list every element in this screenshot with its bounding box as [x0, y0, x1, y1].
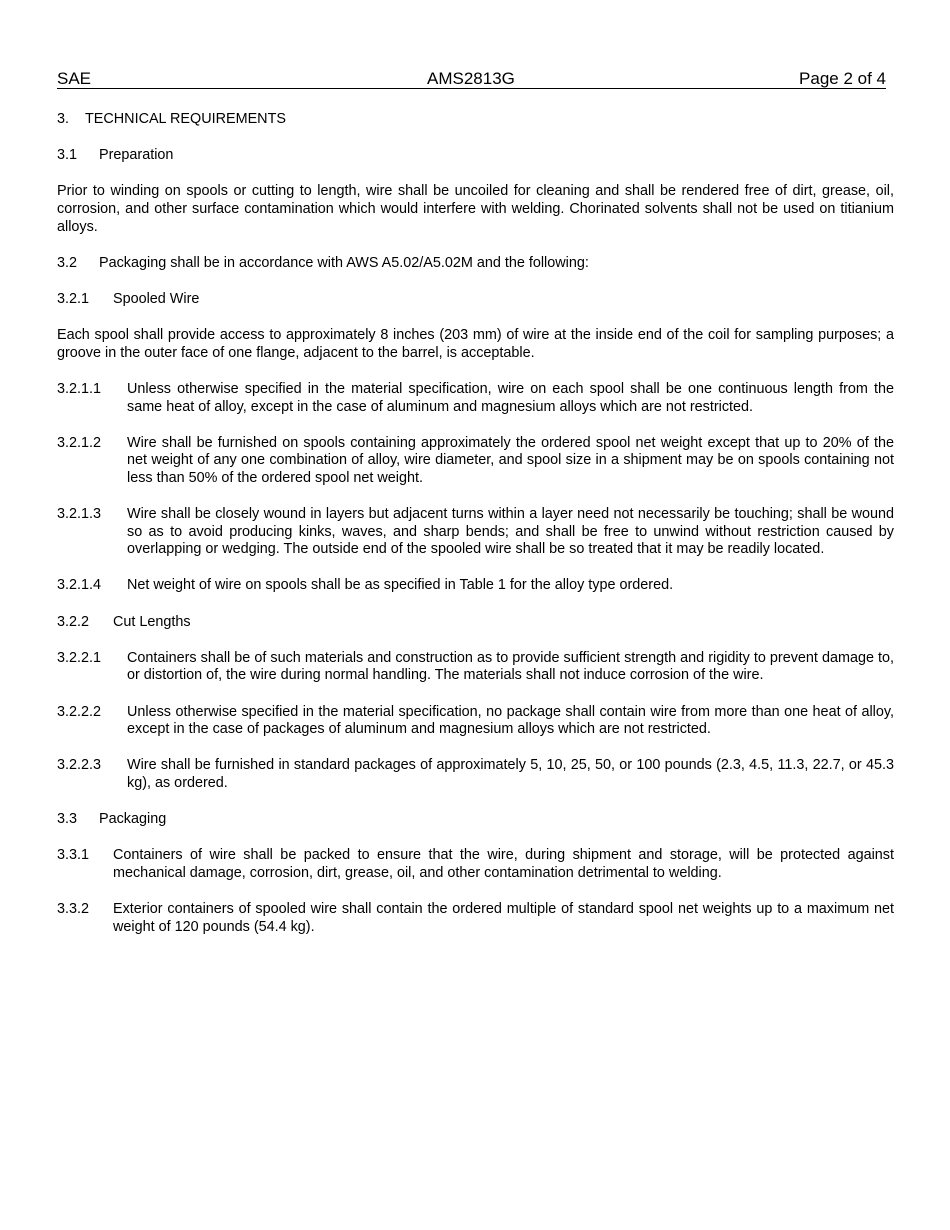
section-title: Preparation	[99, 147, 174, 164]
section-title: TECHNICAL REQUIREMENTS	[85, 111, 286, 127]
section-number: 3.	[57, 111, 70, 127]
section-number: 3.2.2.3	[57, 757, 102, 774]
section-3-2-heading	[57, 255, 894, 273]
document-body	[57, 111, 894, 955]
section-number: 3.2	[57, 254, 78, 271]
section-3-2-1-3	[57, 506, 894, 559]
section-3-2-1-4	[57, 577, 894, 595]
section-number: 3.2.1.2	[57, 434, 102, 451]
section-3-heading	[57, 111, 894, 129]
section-text: Net weight of wire on spools shall be as specified in Table 1 for the alloy type ordered.	[127, 577, 674, 594]
section-number: 3.3.2	[57, 901, 90, 918]
header-publisher: SAE	[57, 69, 92, 88]
section-number: 3.1	[57, 147, 78, 164]
section-3-2-1-paragraph: Each spool shall provide access to approximately 8 inches (203 mm) of wire at the inside end of the coil for sampling purposes; a groove in the outer face of one flange, adjacent to the barrel, is acceptable.	[57, 327, 894, 361]
section-3-2-2-heading	[57, 614, 894, 632]
section-title: Spooled Wire	[113, 290, 200, 307]
section-3-3-heading	[57, 811, 894, 829]
section-title: Packaging shall be in accordance with AWS A5.02/A5.02M and the following:	[99, 254, 589, 271]
section-title: Packaging	[99, 811, 167, 828]
section-number: 3.2.1.4	[57, 577, 102, 594]
header-doc-number: AMS2813G	[427, 69, 515, 88]
section-number: 3.2.2.2	[57, 703, 102, 720]
section-number: 3.2.2	[57, 613, 90, 630]
section-text: Wire shall be furnished on spools containing approximately the ordered spool net weight except that up to 20% of the net weight of any one combination of alloy, wire diameter, and spool size in a shipment may be on spools containing not less than 50% of the ordered spool net weight.	[127, 434, 894, 486]
section-text: Wire shall be furnished in standard packages of approximately 5, 10, 25, 50, or 100 pounds (2.3, 4.5, 11.3, 22.7, or 45.3 kg), as ordered.	[127, 757, 894, 791]
section-3-3-1	[57, 847, 894, 882]
section-number: 3.2.1	[57, 290, 90, 307]
section-text: Unless otherwise specified in the material specification, wire on each spool shall be one continuous length from the same heat of alloy, except in the case of aluminum and magnesium alloys which are not restricted.	[127, 380, 894, 415]
section-text: Containers of wire shall be packed to ensure that the wire, during shipment and storage, will be protected against mechanical damage, corrosion, dirt, grease, oil, and other contamination detrimental to welding.	[113, 847, 894, 881]
section-number: 3.2.2.1	[57, 649, 102, 666]
section-3-1-paragraph: Prior to winding on spools or cutting to length, wire shall be uncoiled for cleaning and shall be rendered free of dirt, grease, oil, corrosion, and other surface contamination which would interfere with welding. Chorinated solvents shall not be used on titianium alloys.	[57, 183, 894, 235]
section-number: 3.2.1.3	[57, 506, 102, 523]
section-title: Cut Lengths	[113, 613, 191, 630]
section-number: 3.3.1	[57, 847, 90, 864]
section-3-2-2-1	[57, 650, 894, 685]
page-header	[57, 69, 886, 89]
section-3-2-1-heading	[57, 291, 894, 309]
section-3-1-heading	[57, 147, 894, 165]
section-text: Unless otherwise specified in the material specification, no package shall contain wire from more than one heat of alloy, except in the case of packages of aluminum and magnesium alloys which are not restricted.	[127, 703, 894, 738]
section-text: Exterior containers of spooled wire shall contain the ordered multiple of standard spool net weights up to a maximum net weight of 120 pounds (54.4 kg).	[113, 901, 894, 935]
section-3-2-1-2	[57, 435, 894, 488]
section-3-2-2-2	[57, 704, 894, 739]
section-3-2-1-1	[57, 381, 894, 416]
section-text: Wire shall be closely wound in layers but adjacent turns within a layer need not necessarily be touching; shall be wound so as to avoid producing kinks, waves, and sharp bends; and shall be free to unwind without restriction caused by overlapping or wedging. The outside end of the spooled wire shall be so treated that it may be readily located.	[127, 506, 894, 558]
section-number: 3.2.1.1	[57, 380, 102, 397]
header-page-number: Page 2 of 4	[799, 69, 886, 88]
section-number: 3.3	[57, 811, 78, 828]
section-text: Containers shall be of such materials and construction as to provide sufficient strength and rigidity to prevent damage to, or distortion of, the wire during normal handling. The materials shall not induce corrosion of the wire.	[127, 649, 894, 684]
section-3-2-2-3	[57, 757, 894, 792]
section-3-3-2	[57, 901, 894, 936]
